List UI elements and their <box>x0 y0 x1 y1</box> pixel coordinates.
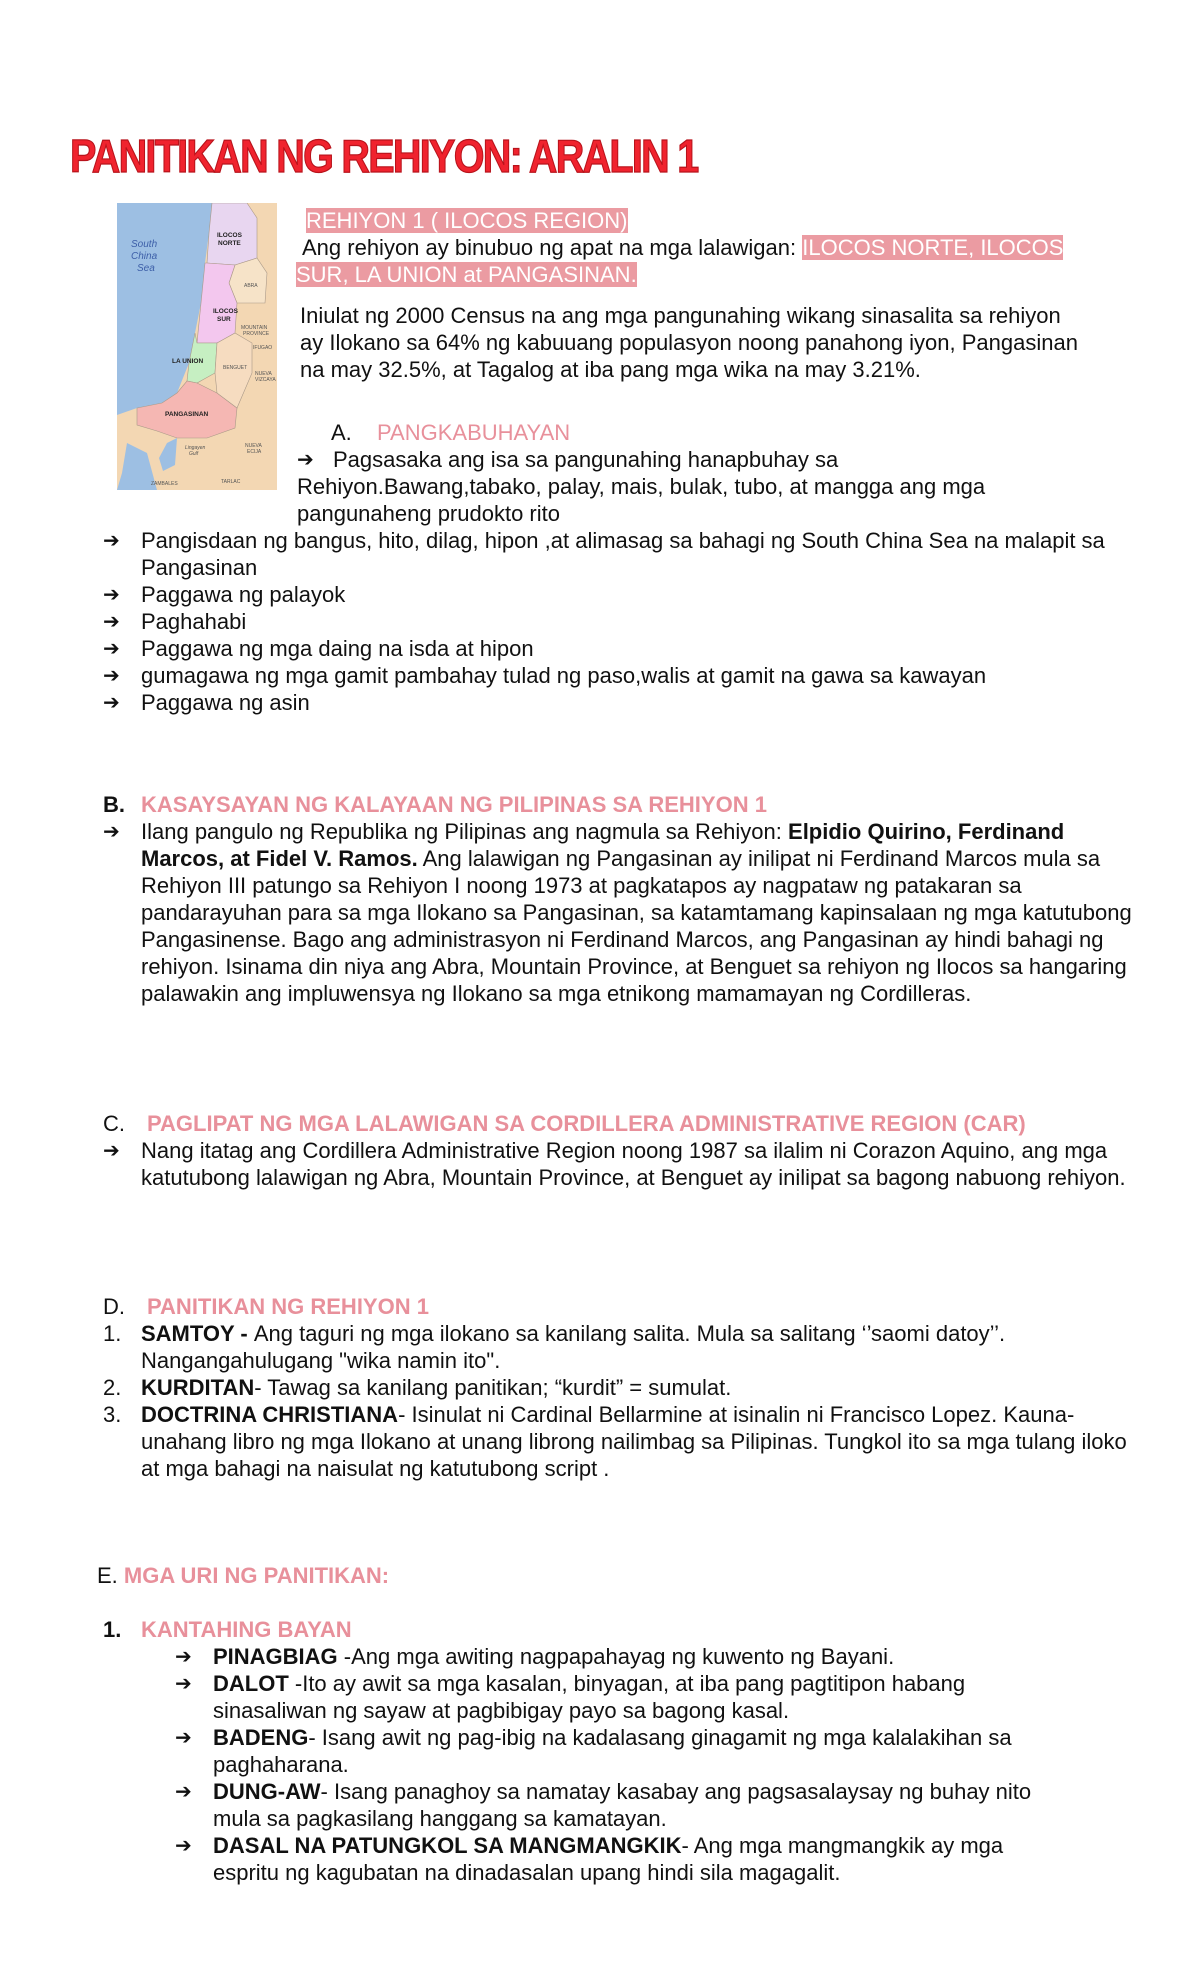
list-item <box>175 1670 1075 1724</box>
list-item: ➔ Paghahabi <box>103 608 1143 635</box>
map-label-lingayen-1: Lingayen <box>185 445 206 451</box>
map-label-nueva-ecija-1: NUEVA <box>245 443 262 449</box>
intro-block <box>296 207 1140 383</box>
map-label-zambales: ZAMBALES <box>151 481 178 487</box>
map-label-pangasinan: PANGASINAN <box>165 411 209 418</box>
section-b-text-rest: Ang lalawigan ng Pangasinan ay inilipat ni Ferdinand Marcos mula sa Rehiyon III patungo sa Rehiyon I noong 1973 at pagkatapos ay nagpataw ng patakaran sa pandarayuhan para sa mga Ilokano sa Pangasinan, sa katamtamang kapinsalaan ng mga katutubong Pangasinense. Bago ang administrasyon ni Ferdinand Marcos, ang Pangasinan ay hindi bahagi ng rehiyon. Isinama din niya ang Abra, Mountain Province, at Benguet sa rehiyon ng Ilocos sa hangaring palawakin ang impluwensya ng Ilokano sa mga etnikong mamamayan ng Cordilleras. <box>141 846 1132 1006</box>
section-c-title: PAGLIPAT NG MGA LALAWIGAN SA CORDILLERA ADMINISTRATIVE REGION (CAR) <box>147 1111 1026 1136</box>
item-number: 2. <box>103 1375 122 1400</box>
map-label-abra: ABRA <box>244 283 258 289</box>
list-item: ➔ Paggawa ng palayok <box>103 581 1143 608</box>
provinces-highlight-a: ILOCOS NORTE, ILOCOS <box>802 235 1064 260</box>
map-label-sea-1: South <box>131 239 158 250</box>
section-d-list <box>103 1320 1143 1482</box>
census-line-3: na may 32.5%, at Tagalog at iba pang mga wika na may 3.21%. <box>300 357 921 382</box>
section-a-first-item <box>297 446 1157 527</box>
map-label-ilocos-norte-2: NORTE <box>218 240 241 247</box>
item-text: - Isinulat ni Cardinal Bellarmine at isinalin ni Francisco Lopez. Kauna-unahang libro ng mga Ilokano at unang librong nailimbag sa Pilipinas. Tungkol ito sa mga tulang iloko at mga bahagi na naisulat ng katutubong script . <box>141 1402 1127 1481</box>
map-label-tarlac: TARLAC <box>221 479 241 485</box>
list-item <box>175 1643 1075 1670</box>
section-d-heading <box>103 1293 429 1320</box>
provinces-prefix: Ang rehiyon ay binubuo ng apat na mga lalawigan: <box>302 235 803 260</box>
list-item: ➔ Paggawa ng asin <box>103 689 1143 716</box>
region-map <box>117 203 277 490</box>
item-text: - Ang mga mangmangkik ay mga espritu ng kagubatan na dinadasalan upang hindi sila magagalit. <box>213 1833 1004 1885</box>
section-b-presidents: Elpidio Quirino, Ferdinand Marcos, at Fidel V. Ramos. <box>141 819 1065 871</box>
item-text: - Isang panaghoy sa namatay kasabay ang pagsasalaysay ng buhay nito mula sa pagkasilang hanggang sa kamatayan. <box>213 1779 1032 1831</box>
section-e-title: MGA URI NG PANITIKAN: <box>123 1563 390 1588</box>
section-e-sub-number: 1. <box>103 1617 122 1642</box>
item-term: DALOT <box>213 1671 289 1696</box>
map-label-mountain-province-1: MOUNTAIN <box>241 325 268 331</box>
census-line-2: ay Ilokano sa 64% ng kabuuang populasyon noong panahong iyon, Pangasinan <box>300 330 1078 355</box>
section-e-sub-heading <box>103 1616 352 1643</box>
list-item: ➔ gumagawa ng mga gamit pambahay tulad ng paso,walis at gamit na gawa sa kawayan <box>103 662 1143 689</box>
list-item <box>175 1832 1075 1886</box>
section-e-letter: E. <box>97 1563 118 1588</box>
census-line-1: Iniulat ng 2000 Census na ang mga pangunahing wikang sinasalita sa rehiyon <box>300 303 1061 328</box>
list-item <box>103 818 1143 1007</box>
item-term: DASAL NA PATUNGKOL SA MANGMANGKIK <box>213 1833 682 1858</box>
map-label-sea-3: Sea <box>137 263 155 274</box>
item-term: BADENG <box>213 1725 309 1750</box>
section-a-first-line-2: Rehiyon.Bawang,tabako, palay, mais, bulak, tubo, at mangga ang mga <box>297 474 986 499</box>
item-term: DUNG-AW <box>213 1779 321 1804</box>
section-d-letter: D. <box>103 1294 125 1319</box>
section-a-title: PANGKABUHAYAN <box>377 420 571 445</box>
section-b-letter: B. <box>103 792 125 817</box>
region-label: REHIYON 1 ( ILOCOS REGION) <box>306 208 628 233</box>
map-label-ilocos-norte-1: ILOCOS <box>217 232 242 239</box>
list-item <box>103 1320 1143 1374</box>
item-number: 3. <box>103 1402 122 1427</box>
page-title: PANITIKAN NG REHIYON: ARALIN 1 <box>70 130 698 182</box>
item-text: Ang taguri ng mga ilokano sa kanilang salita. Mula sa salitang ‘’saomi datoy’’. Nangangahulugang "wika namin ito". <box>141 1321 1006 1373</box>
section-c-heading <box>103 1110 1026 1137</box>
map-label-benguet: BENGUET <box>223 365 248 371</box>
item-text: - Isang awit ng pag-ibig na kadalasang ginagamit ng mga kalalakihan sa paghaharana. <box>213 1725 1012 1777</box>
map-label-ifugao: IFUGAO <box>253 345 273 351</box>
item-text: - Tawag sa kanilang panitikan; “kurdit” = sumulat. <box>254 1375 732 1400</box>
map-label-ilocos-sur-1: ILOCOS <box>213 308 238 315</box>
section-b-list <box>103 818 1143 1007</box>
map-label-la-union: LA UNION <box>172 358 204 365</box>
section-b-title: KASAYSAYAN NG KALAYAAN NG PILIPINAS SA REHIYON 1 <box>141 792 767 817</box>
section-b-heading <box>103 791 767 818</box>
section-a-first-line-1: Pagsasaka ang isa sa pangunahing hanapbuhay sa <box>333 447 839 472</box>
section-c-list <box>103 1137 1143 1191</box>
section-d-title: PANITIKAN NG REHIYON 1 <box>147 1294 429 1319</box>
list-item: ➔ Nang itatag ang Cordillera Administrative Region noong 1987 sa ilalim ni Corazon Aquino, ang mga katutubong lalawigan ng Abra, Mountain Province, at Benguet ay inilipat sa bagong nabuong rehiyon. <box>103 1137 1143 1191</box>
map-label-ilocos-sur-2: SUR <box>217 316 231 323</box>
section-b-text-prefix: Ilang pangulo ng Republika ng Pilipinas ang nagmula sa Rehiyon: <box>141 819 789 844</box>
map-label-sea-2: China <box>131 251 158 262</box>
section-e-heading <box>97 1562 389 1589</box>
item-text: -Ito ay awit sa mga kasalan, binyagan, at iba pang pagtitipon habang sinasaliwan ng sayaw at pagbibigay payo sa bagong kasal. <box>213 1671 966 1723</box>
section-e-list <box>175 1643 1075 1886</box>
item-term: PINAGBIAG <box>213 1644 338 1669</box>
list-item: ➔ Paggawa ng mga daing na isda at hipon <box>103 635 1143 662</box>
section-a-list <box>103 527 1143 716</box>
item-term: DOCTRINA CHRISTIANA <box>141 1402 399 1427</box>
item-number: 1. <box>103 1321 122 1346</box>
map-label-nueva-vizcaya-1: NUEVA <box>255 371 272 377</box>
item-term: KURDITAN <box>141 1375 255 1400</box>
map-label-nueva-ecija-2: ECIJA <box>247 449 262 455</box>
item-term: SAMTOY - <box>141 1321 254 1346</box>
section-a-heading <box>331 419 570 446</box>
map-label-mountain-province-2: PROVINCE <box>243 331 270 337</box>
map-label-nueva-vizcaya-2: VIZCAYA <box>255 377 276 383</box>
section-e-sub-title: KANTAHING BAYAN <box>141 1617 352 1642</box>
provinces-highlight-b: SUR, LA UNION at PANGASINAN. <box>296 262 637 287</box>
arrow-icon: ➔ <box>297 447 314 471</box>
map-label-lingayen-2: Gulf <box>189 451 199 457</box>
item-text: -Ang mga awiting nagpapahayag ng kuwento ng Bayani. <box>337 1644 895 1669</box>
section-a-letter: A. <box>331 420 352 445</box>
section-c-letter: C. <box>103 1111 125 1136</box>
list-item: ➔ Pangisdaan ng bangus, hito, dilag, hipon ,at alimasag sa bahagi ng South China Sea na malapit sa Pangasinan <box>103 527 1143 581</box>
list-item <box>175 1778 1075 1832</box>
section-a-first-line-3: pangunaheng prudokto rito <box>297 501 560 526</box>
list-item <box>103 1401 1143 1482</box>
list-item <box>103 1374 1143 1401</box>
list-item <box>175 1724 1075 1778</box>
